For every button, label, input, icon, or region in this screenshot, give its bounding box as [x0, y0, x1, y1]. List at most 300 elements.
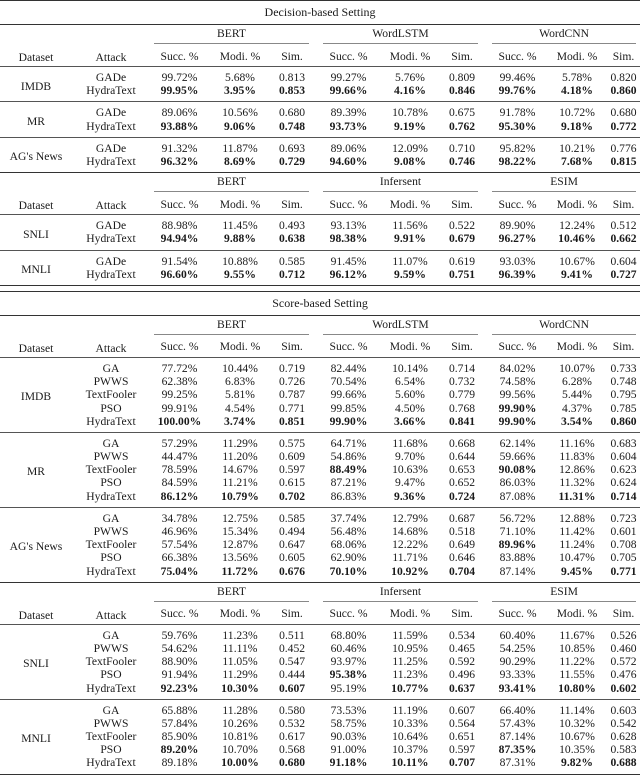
value: 11.14% [559, 703, 595, 717]
value-cell [150, 668, 209, 681]
best-value: 0.727 [610, 267, 637, 281]
value-cell [547, 120, 607, 138]
value: 57.54% [161, 538, 198, 552]
value-cell [319, 655, 378, 668]
value: 0.493 [278, 219, 306, 233]
value-cell [378, 401, 442, 414]
dataset-cell: IMDB [0, 357, 72, 432]
value-cell [319, 67, 378, 85]
value-cell [488, 507, 547, 525]
model-name: ESIM [492, 585, 636, 602]
value-cell [150, 102, 209, 120]
value: 10.67% [559, 254, 595, 268]
best-value: 0.815 [610, 155, 637, 169]
best-value: 0.638 [278, 232, 306, 246]
best-value: 0.679 [448, 232, 476, 246]
value: 95.82% [499, 141, 536, 155]
value-cell [607, 401, 640, 414]
best-value: 99.76% [498, 84, 537, 98]
value-cell [150, 681, 209, 699]
value-cell [547, 155, 607, 173]
value: 54.86% [330, 450, 367, 464]
value: 11.05% [222, 655, 258, 669]
value: 87.08% [499, 489, 536, 503]
best-value: 10.79% [221, 489, 259, 503]
value-cell [488, 268, 547, 286]
value-cell [319, 450, 378, 463]
value: 0.619 [448, 254, 476, 268]
table-row [0, 432, 640, 450]
table-row [0, 538, 640, 551]
best-value: 0.602 [610, 681, 637, 695]
value: 5.81% [225, 388, 255, 402]
value: 0.680 [278, 106, 306, 120]
attack-cell: PWWS [93, 716, 129, 730]
value-cell [442, 624, 482, 642]
value-cell [378, 756, 442, 774]
best-value: 99.90% [498, 414, 537, 428]
value: 0.603 [610, 703, 637, 717]
best-value: 0.746 [448, 155, 476, 169]
value-cell [150, 743, 209, 756]
value-cell [209, 730, 271, 743]
value-cell [442, 232, 482, 250]
value: 5.68% [225, 71, 255, 85]
value: 11.22% [559, 655, 595, 669]
value-cell [607, 432, 640, 450]
best-value: 0.688 [610, 756, 637, 770]
value-cell [271, 507, 313, 525]
best-value: 9.08% [394, 155, 426, 169]
value: 0.568 [278, 743, 306, 757]
value-cell [378, 415, 442, 433]
value-cell [271, 730, 313, 743]
metric-header-sim: Sim. [451, 197, 473, 211]
value: 11.71% [392, 551, 428, 565]
value: 0.511 [279, 628, 305, 642]
value-cell [378, 357, 442, 375]
value-cell [488, 490, 547, 508]
model-header-row [0, 173, 640, 195]
value-cell [442, 415, 482, 433]
metric-header-succ: Succ. % [160, 607, 199, 621]
value-cell [271, 624, 313, 642]
value-cell [607, 743, 640, 756]
value-cell [209, 432, 271, 450]
value: 85.90% [161, 730, 198, 744]
attack-header: Attack [72, 173, 150, 215]
value: 66.38% [161, 551, 198, 565]
value: 0.779 [448, 388, 476, 402]
metric-header-modi: Modi. % [219, 197, 261, 211]
value: 11.59% [392, 628, 428, 642]
value: 13.56% [222, 551, 258, 565]
value: 0.607 [448, 703, 476, 717]
metric-header-succ: Succ. % [329, 197, 368, 211]
value: 0.748 [610, 375, 637, 389]
value: 11.42% [559, 525, 595, 539]
value-cell [488, 155, 547, 173]
value: 11.23% [222, 628, 258, 642]
value: 58.75% [330, 716, 367, 730]
value-cell [378, 268, 442, 286]
value: 11.56% [392, 219, 428, 233]
value-cell [209, 655, 271, 668]
value: 10.70% [222, 743, 258, 757]
value-cell [442, 388, 482, 401]
dataset-cell: MNLI [0, 250, 72, 285]
value: 10.64% [392, 730, 428, 744]
value-cell [319, 388, 378, 401]
attack-cell: GA [72, 432, 150, 450]
value: 0.526 [610, 628, 637, 642]
value: 12.86% [559, 463, 595, 477]
value-cell [319, 102, 378, 120]
best-value: 93.73% [329, 119, 368, 133]
value: 0.732 [448, 375, 476, 389]
value: 0.710 [448, 141, 476, 155]
value-cell [607, 120, 640, 138]
metric-header-sim: Sim. [451, 340, 473, 354]
value: 0.615 [278, 476, 306, 490]
value-cell [607, 268, 640, 286]
value: 89.18% [161, 756, 198, 770]
best-value: 0.841 [448, 414, 476, 428]
value-cell [378, 730, 442, 743]
value-cell [378, 538, 442, 551]
value: 0.776 [610, 141, 637, 155]
value-cell [607, 450, 640, 463]
value-cell [150, 476, 209, 489]
value-cell [378, 655, 442, 668]
value: 91.78% [499, 106, 536, 120]
value-cell [378, 551, 442, 564]
metric-header-succ: Succ. % [498, 197, 537, 211]
value: 11.67% [559, 628, 595, 642]
value: 0.444 [278, 668, 306, 682]
value-cell [442, 490, 482, 508]
value: 0.575 [278, 436, 306, 450]
value: 68.06% [330, 538, 367, 552]
metric-header-sim: Sim. [612, 340, 635, 354]
value-cell [271, 268, 313, 286]
attack-cell: TextFooler [85, 463, 137, 477]
attack-cell: GADe [72, 67, 150, 85]
table-row [0, 668, 640, 681]
value-cell [271, 388, 313, 401]
value: 73.53% [330, 703, 367, 717]
value-cell [271, 137, 313, 155]
value-cell [378, 717, 442, 730]
value-cell [209, 507, 271, 525]
attack-cell: TextFooler [85, 538, 137, 552]
value: 89.90% [499, 219, 536, 233]
value-cell [488, 743, 547, 756]
value-cell [607, 668, 640, 681]
model-header-row [0, 315, 640, 337]
value: 59.66% [499, 450, 536, 464]
value-cell [271, 463, 313, 476]
value-cell [488, 655, 547, 668]
table-row [0, 655, 640, 668]
value-cell [607, 681, 640, 699]
value-cell [607, 717, 640, 730]
value: 10.26% [222, 716, 258, 730]
value-cell [271, 401, 313, 414]
value-cell [488, 215, 547, 233]
value-cell [150, 463, 209, 476]
table-row [0, 268, 640, 286]
value-cell [319, 232, 378, 250]
value-cell [150, 215, 209, 233]
table-row [0, 756, 640, 774]
best-value: 99.90% [498, 401, 537, 415]
dataset-cell: SNLI [0, 215, 72, 250]
value-cell [378, 507, 442, 525]
value: 4.50% [395, 401, 425, 415]
value: 57.84% [161, 716, 198, 730]
dataset-cell: AG's News [0, 137, 72, 172]
value-cell [271, 743, 313, 756]
table-row [0, 507, 640, 525]
value-cell [209, 375, 271, 388]
value: 0.580 [278, 703, 306, 717]
value-cell [442, 476, 482, 489]
attack-header: Attack [72, 582, 150, 624]
value-cell [209, 155, 271, 173]
value: 10.47% [559, 551, 595, 565]
value-cell [547, 401, 607, 414]
value-cell [547, 681, 607, 699]
attack-cell: PWWS [93, 525, 129, 539]
dataset-cell: SNLI [0, 624, 72, 699]
value: 0.476 [610, 668, 637, 682]
value-cell [319, 155, 378, 173]
best-value: 3.74% [224, 414, 256, 428]
value: 5.76% [395, 71, 425, 85]
value: 11.11% [222, 641, 258, 655]
value-cell [442, 717, 482, 730]
metric-header-sim: Sim. [612, 197, 635, 211]
value-cell [547, 232, 607, 250]
value-cell [607, 375, 640, 388]
best-value: 9.19% [394, 119, 426, 133]
value-cell [607, 388, 640, 401]
best-value: 75.04% [160, 564, 199, 578]
best-value: 8.69% [224, 155, 256, 169]
model-header [488, 315, 640, 337]
metric-header-succ: Succ. % [160, 49, 199, 63]
value-cell [607, 655, 640, 668]
dataset-header: Dataset [0, 25, 72, 67]
attack-cell: PWWS [93, 450, 129, 464]
value: 99.91% [161, 401, 198, 415]
model-header [319, 582, 482, 604]
value-cell [150, 415, 209, 433]
attack-cell: HydraText [86, 564, 136, 578]
model-header [150, 315, 313, 337]
dataset-header: Dataset [0, 582, 72, 624]
value: 0.795 [610, 388, 637, 402]
value-cell [442, 357, 482, 375]
model-header [150, 582, 313, 604]
metric-header-succ: Succ. % [329, 607, 368, 621]
attack-cell: HydraText [86, 414, 136, 428]
value: 0.522 [448, 219, 476, 233]
best-value: 70.10% [329, 564, 368, 578]
value-cell [209, 268, 271, 286]
value-cell [150, 401, 209, 414]
value-cell [209, 232, 271, 250]
attack-cell: GADe [72, 250, 150, 268]
value-cell [150, 699, 209, 717]
value: 11.16% [559, 436, 595, 450]
best-value: 99.95% [160, 84, 199, 98]
value-cell [378, 67, 442, 85]
value: 10.81% [222, 730, 258, 744]
value-cell [319, 565, 378, 583]
value: 0.583 [610, 743, 637, 757]
best-value: 0.704 [448, 564, 476, 578]
value: 99.25% [161, 388, 198, 402]
value-cell [319, 551, 378, 564]
value-cell [607, 415, 640, 433]
value: 11.68% [392, 436, 428, 450]
value-cell [547, 699, 607, 717]
value-cell [378, 743, 442, 756]
best-value: 98.38% [329, 232, 368, 246]
value-cell [607, 250, 640, 268]
value-cell [271, 415, 313, 433]
value: 10.72% [559, 106, 595, 120]
value-cell [150, 756, 209, 774]
dataset-cell: MR [0, 432, 72, 507]
value-cell [442, 730, 482, 743]
value-cell [271, 538, 313, 551]
best-value: 9.55% [224, 267, 256, 281]
value-cell [150, 155, 209, 173]
metric-header-modi: Modi. % [389, 197, 431, 211]
value-cell [378, 232, 442, 250]
table-row [0, 476, 640, 489]
value: 11.25% [392, 655, 428, 669]
value-cell [150, 84, 209, 102]
value: 0.675 [448, 106, 476, 120]
value-cell [607, 756, 640, 774]
metric-header-succ: Succ. % [160, 197, 199, 211]
model-name: WordLSTM [323, 27, 478, 44]
value: 62.14% [499, 436, 536, 450]
best-value: 3.54% [561, 414, 593, 428]
best-value: 0.771 [610, 564, 637, 578]
value: 12.87% [222, 538, 258, 552]
value-cell [378, 668, 442, 681]
value-cell [547, 250, 607, 268]
value-cell [488, 730, 547, 743]
value-cell [442, 699, 482, 717]
score-setting-title: Score-based Setting [272, 295, 368, 310]
value: 10.67% [559, 730, 595, 744]
value-cell [488, 102, 547, 120]
attack-cell: PSO [100, 668, 122, 682]
attack-cell: PWWS [93, 375, 129, 389]
attack-cell: HydraText [86, 489, 136, 503]
value-cell [271, 432, 313, 450]
value: 15.34% [222, 525, 258, 539]
value-cell [488, 388, 547, 401]
value: 0.465 [448, 641, 476, 655]
value-cell [488, 84, 547, 102]
value-cell [547, 668, 607, 681]
value-cell [378, 463, 442, 476]
value: 86.03% [499, 476, 536, 490]
metric-header-modi: Modi. % [556, 340, 598, 354]
best-value: 0.712 [278, 267, 306, 281]
value: 83.88% [499, 551, 536, 565]
value-cell [319, 642, 378, 655]
value-cell [209, 415, 271, 433]
attack-cell: HydraText [86, 756, 136, 770]
best-value: 88.49% [329, 463, 368, 477]
value: 88.98% [161, 219, 198, 233]
dataset-header: Dataset [0, 173, 72, 215]
value-cell [488, 538, 547, 551]
value-cell [607, 155, 640, 173]
value-cell [547, 756, 607, 774]
best-value: 10.80% [558, 681, 596, 695]
value-cell [150, 490, 209, 508]
value-cell [209, 250, 271, 268]
value-cell [209, 102, 271, 120]
value: 0.628 [610, 730, 637, 744]
value: 0.512 [610, 219, 637, 233]
value-cell [271, 232, 313, 250]
value-cell [378, 388, 442, 401]
value-cell [319, 375, 378, 388]
attack-header: Attack [72, 25, 150, 67]
attack-cell: HydraText [86, 267, 136, 281]
value-cell [150, 357, 209, 375]
value: 4.37% [562, 401, 592, 415]
best-value: 96.27% [498, 232, 537, 246]
decision-setting-title: Decision-based Setting [0, 1, 640, 25]
value: 11.45% [222, 219, 258, 233]
best-value: 89.20% [160, 743, 199, 757]
value-cell [488, 624, 547, 642]
value-cell [488, 432, 547, 450]
attack-cell: HydraText [86, 155, 136, 169]
value: 0.496 [448, 668, 476, 682]
value: 0.547 [278, 655, 306, 669]
value-cell [319, 699, 378, 717]
value: 87.14% [499, 730, 536, 744]
value-cell [209, 463, 271, 476]
value-cell [442, 507, 482, 525]
best-value: 9.06% [224, 119, 256, 133]
value-cell [442, 642, 482, 655]
value: 0.617 [278, 730, 306, 744]
value-cell [547, 655, 607, 668]
value: 6.28% [562, 375, 592, 389]
metric-header-modi: Modi. % [219, 340, 261, 354]
value-cell [209, 551, 271, 564]
value: 10.21% [559, 141, 595, 155]
value-cell [378, 155, 442, 173]
metric-header-modi: Modi. % [219, 607, 261, 621]
value-cell [319, 120, 378, 138]
model-name: ESIM [492, 175, 636, 192]
value-cell [378, 699, 442, 717]
